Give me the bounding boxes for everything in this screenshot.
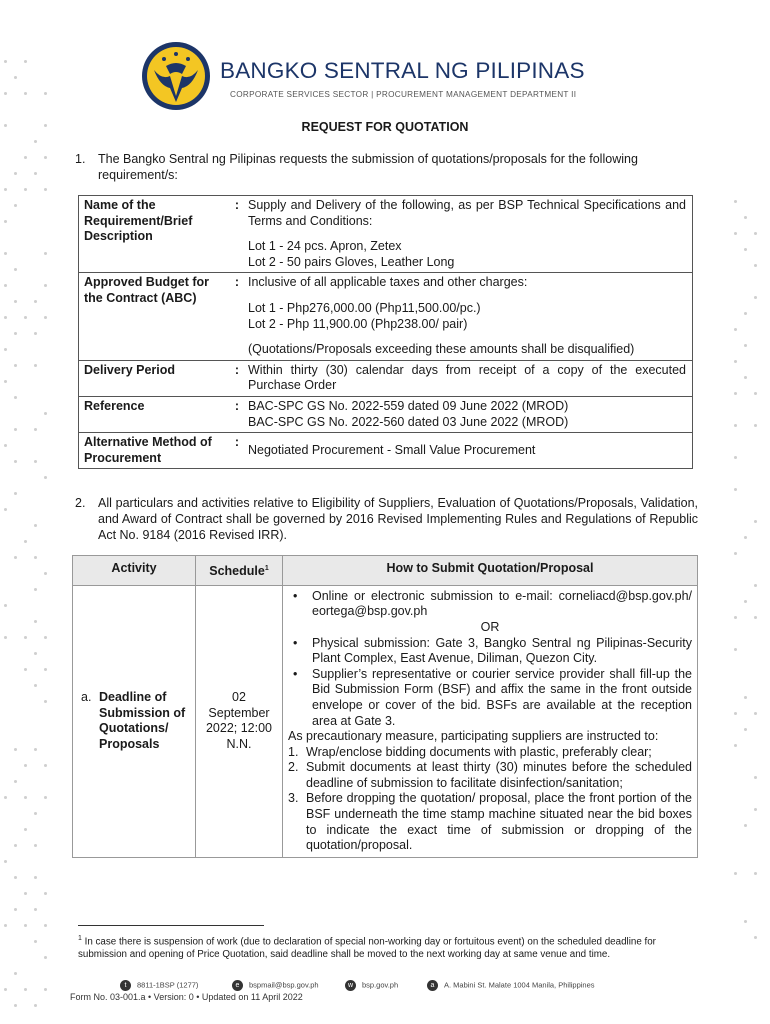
- decorative-dot: [24, 540, 27, 543]
- contact-email: e bspmail@bsp.gov.ph: [232, 980, 319, 994]
- colon: :: [230, 433, 244, 469]
- decorative-dot: [4, 796, 7, 799]
- decorative-dot: [744, 600, 747, 603]
- decorative-dot: [24, 316, 27, 319]
- colon: :: [230, 396, 244, 432]
- decorative-dot: [24, 988, 27, 991]
- phone-icon: t: [120, 980, 131, 991]
- decorative-dot: [24, 764, 27, 767]
- step-2: 2. Submit documents at least thirty (30) minutes before the scheduled deadline of submission to facilitate disinfection/sanitation;: [288, 760, 692, 790]
- activity-cell: [73, 585, 196, 857]
- requirement-lot-1: Lot 1 - 24 pcs. Apron, Zetex: [248, 239, 402, 254]
- decorative-dot: [754, 232, 757, 235]
- requirement-name-value: [244, 196, 693, 273]
- decorative-dot: [44, 572, 47, 575]
- header-schedule-label: Schedule: [209, 564, 265, 579]
- decorative-dot: [34, 620, 37, 623]
- decorative-dot: [744, 216, 747, 219]
- decorative-dot: [44, 956, 47, 959]
- decorative-dot: [4, 508, 7, 511]
- decorative-dot: [44, 700, 47, 703]
- decorative-dot: [44, 764, 47, 767]
- decorative-dot: [754, 872, 757, 875]
- how-to-submit-cell: [283, 585, 698, 857]
- decorative-dot: [14, 908, 17, 911]
- decorative-dot: [734, 744, 737, 747]
- decorative-dot: [44, 636, 47, 639]
- decorative-dot: [754, 936, 757, 939]
- footnote-text: In case there is suspension of work (due to declaration of special non-working day or fortuitous event) on the scheduled deadline for submission and opening of Price Quotation, said deadline shall be moved to the next working day at same venue and time.: [78, 936, 656, 960]
- decorative-dot: [14, 492, 17, 495]
- or-separator: OR: [480, 619, 500, 634]
- decorative-dot: [24, 892, 27, 895]
- decorative-dot: [44, 316, 47, 319]
- form-version-line: Form No. 03-001.a • Version: 0 • Updated on 11 April 2022: [70, 992, 303, 1002]
- decorative-dot: [34, 876, 37, 879]
- decorative-dot: [34, 844, 37, 847]
- decorative-dot: [24, 188, 27, 191]
- precaution-text: As precautionary measure, participating suppliers are instructed to:: [288, 729, 659, 744]
- decorative-dot: [4, 284, 7, 287]
- footnote-divider: [78, 925, 264, 926]
- decorative-dot: [14, 76, 17, 79]
- decorative-dot: [734, 488, 737, 491]
- schedule-date-time: September 2022; 12:00 N.N.: [205, 705, 273, 751]
- decorative-dot: [14, 972, 17, 975]
- decorative-dot: [44, 156, 47, 159]
- decorative-dot: [44, 92, 47, 95]
- decorative-dot: [744, 536, 747, 539]
- decorative-dot: [44, 924, 47, 927]
- decorative-dot: [24, 796, 27, 799]
- decorative-dot: [4, 348, 7, 351]
- footnote-mark: 1: [78, 935, 82, 942]
- decorative-dot: [34, 1004, 37, 1007]
- delivery-value: Within thirty (30) calendar days from receipt of a copy of the executed Purchase Order: [244, 360, 693, 396]
- decorative-dot: [754, 808, 757, 811]
- decorative-dot: [744, 248, 747, 251]
- decorative-dot: [24, 636, 27, 639]
- decorative-dot: [734, 712, 737, 715]
- bullet-online: • Online or electronic submission to e-mail: corneliacd@bsp.gov.ph/ eortega@bsp.gov.ph: [293, 588, 692, 619]
- reference-label: Reference: [79, 396, 231, 432]
- decorative-dot: [4, 316, 7, 319]
- budget-intro: Inclusive of all applicable taxes and other charges:: [248, 275, 528, 290]
- location-icon: a: [427, 980, 438, 991]
- decorative-dot: [44, 252, 47, 255]
- decorative-dot: [34, 524, 37, 527]
- schedule-cell: [196, 585, 283, 857]
- decorative-dot: [734, 424, 737, 427]
- decorative-dot: [4, 60, 7, 63]
- decorative-dot: [4, 636, 7, 639]
- decorative-dot: [14, 556, 17, 559]
- schedule-table: [72, 555, 698, 858]
- decorative-dot: [4, 988, 7, 991]
- decorative-dot: [44, 668, 47, 671]
- decorative-dot: [24, 828, 27, 831]
- requirements-table: [78, 195, 693, 469]
- decorative-dot: [34, 748, 37, 751]
- bullet-representative: • Supplier’s representative or courier service provider shall fill-up the Bid Submission Form (BSF) and affix the same in the front outside envelope or cover of the bid. BSFs are available at the reception area at Gate 3.: [293, 666, 692, 728]
- decorative-dot: [754, 264, 757, 267]
- reference-1: BAC-SPC GS No. 2022-559 dated 09 June 2022 (MROD): [248, 398, 569, 413]
- decorative-dot: [754, 712, 757, 715]
- decorative-dot: [14, 396, 17, 399]
- schedule-day: 02: [232, 690, 246, 705]
- decorative-dot: [14, 780, 17, 783]
- step-3: 3. Before dropping the quotation/ proposal, place the front portion of the BSF underneath the time stamp machine situated near the bid boxes to indicate the exact time of submission or dropping of the quotation/proposal.: [288, 791, 692, 853]
- decorative-dot-border-right: [730, 200, 770, 1020]
- decorative-dot: [744, 376, 747, 379]
- bank-name: BANGKO SENTRAL NG PILIPINAS: [220, 58, 585, 83]
- budget-label: Approved Budget for the Contract (ABC): [79, 273, 231, 360]
- method-value: Negotiated Procurement - Small Value Procurement: [244, 433, 693, 469]
- item-1-number: 1.: [75, 152, 86, 166]
- decorative-dot: [44, 988, 47, 991]
- decorative-dot: [734, 456, 737, 459]
- colon: :: [230, 196, 244, 273]
- contact-website: w bsp.gov.ph: [345, 980, 398, 994]
- decorative-dot: [4, 444, 7, 447]
- item-2-text: All particulars and activities relative to Eligibility of Suppliers, Evaluation of Quotations/Proposals, Validation, and Award of Contract shall be governed by 2016 Revised Implementing Rules and Regulations of Republic Act No. 9184 (2016 Revised IRR).: [98, 496, 698, 542]
- activity-letter: a.: [81, 690, 92, 705]
- decorative-dot: [14, 1004, 17, 1007]
- decorative-dot: [44, 188, 47, 191]
- decorative-dot: [744, 728, 747, 731]
- decorative-dot: [754, 616, 757, 619]
- colon: :: [230, 273, 244, 360]
- letterhead: [140, 40, 660, 110]
- decorative-dot: [734, 232, 737, 235]
- decorative-dot: [14, 876, 17, 879]
- footnote-ref: 1: [264, 565, 269, 572]
- decorative-dot: [14, 364, 17, 367]
- requirement-lot-2: Lot 2 - 50 pairs Gloves, Leather Long: [248, 254, 455, 269]
- header-how-to-submit: How to Submit Quotation/Proposal: [283, 556, 698, 586]
- decorative-dot: [34, 940, 37, 943]
- decorative-dot: [4, 252, 7, 255]
- decorative-dot: [14, 428, 17, 431]
- item-2-number: 2.: [75, 496, 86, 510]
- decorative-dot: [34, 332, 37, 335]
- decorative-dot: [4, 188, 7, 191]
- decorative-dot: [14, 172, 17, 175]
- item-1-text: The Bangko Sentral ng Pilipinas requests the submission of quotations/proposals for the following requirement/s:: [98, 152, 638, 182]
- department-line: CORPORATE SERVICES SECTOR | PROCUREMENT MANAGEMENT DEPARTMENT II: [230, 90, 577, 99]
- requirement-name-label: Name of the Requirement/Brief Description: [79, 196, 231, 273]
- decorative-dot: [24, 92, 27, 95]
- decorative-dot: [754, 424, 757, 427]
- reference-value: [244, 396, 693, 432]
- budget-note: (Quotations/Proposals exceeding these amounts shall be disqualified): [248, 342, 635, 357]
- budget-lot-2: Lot 2 - Php 11,900.00 (Php238.00/ pair): [248, 316, 468, 331]
- decorative-dot: [14, 332, 17, 335]
- header-activity: Activity: [73, 556, 196, 586]
- decorative-dot: [14, 844, 17, 847]
- decorative-dot: [734, 872, 737, 875]
- footnote: [78, 933, 696, 961]
- decorative-dot: [744, 312, 747, 315]
- decorative-dot: [754, 520, 757, 523]
- bsp-seal-logo: [140, 40, 212, 112]
- email-icon: e: [232, 980, 243, 991]
- decorative-dot: [14, 268, 17, 271]
- decorative-dot: [34, 364, 37, 367]
- decorative-dot: [734, 392, 737, 395]
- decorative-dot: [734, 616, 737, 619]
- decorative-dot: [34, 556, 37, 559]
- decorative-dot: [24, 156, 27, 159]
- decorative-dot: [744, 824, 747, 827]
- decorative-dot: [24, 668, 27, 671]
- decorative-dot: [34, 908, 37, 911]
- decorative-dot: [734, 552, 737, 555]
- delivery-label: Delivery Period: [79, 360, 231, 396]
- bullet-physical: • Physical submission: Gate 3, Bangko Sentral ng Pilipinas-Security Plant Complex, East Avenue, Diliman, Quezon City.: [293, 635, 692, 666]
- decorative-dot: [4, 860, 7, 863]
- decorative-dot: [44, 796, 47, 799]
- decorative-dot: [44, 892, 47, 895]
- decorative-dot: [4, 220, 7, 223]
- decorative-dot: [4, 92, 7, 95]
- decorative-dot: [754, 776, 757, 779]
- decorative-dot: [34, 684, 37, 687]
- decorative-dot: [34, 652, 37, 655]
- decorative-dot: [24, 924, 27, 927]
- activity-text: Deadline of Submission of Quotations/ Proposals: [99, 690, 186, 751]
- decorative-dot: [14, 300, 17, 303]
- decorative-dot: [734, 200, 737, 203]
- reference-2: BAC-SPC GS No. 2022-560 dated 03 June 2022 (MROD): [248, 414, 569, 429]
- decorative-dot: [34, 172, 37, 175]
- decorative-dot: [744, 696, 747, 699]
- colon: :: [230, 360, 244, 396]
- decorative-dot: [754, 392, 757, 395]
- budget-value: [244, 273, 693, 360]
- decorative-dot: [34, 300, 37, 303]
- decorative-dot: [4, 604, 7, 607]
- globe-icon: w: [345, 980, 356, 991]
- decorative-dot: [14, 460, 17, 463]
- requirement-intro: Supply and Delivery of the following, as per BSP Technical Specifications and Terms and Conditions:: [248, 198, 686, 228]
- step-1: 1. Wrap/enclose bidding documents with plastic, preferably clear;: [288, 744, 652, 759]
- decorative-dot: [754, 296, 757, 299]
- decorative-dot: [34, 588, 37, 591]
- decorative-dot: [4, 924, 7, 927]
- contact-address: a A. Mabini St. Malate 1004 Manila, Philippines: [427, 980, 595, 994]
- method-label: Alternative Method of Procurement: [79, 433, 231, 469]
- contact-phone: t 8811-1BSP (1277): [120, 980, 198, 994]
- decorative-dot: [744, 920, 747, 923]
- decorative-dot-border-left: [0, 60, 58, 1020]
- decorative-dot: [44, 284, 47, 287]
- decorative-dot: [24, 60, 27, 63]
- decorative-dot: [44, 476, 47, 479]
- decorative-dot: [34, 140, 37, 143]
- decorative-dot: [14, 204, 17, 207]
- budget-lot-1: Lot 1 - Php276,000.00 (Php11,500.00/pc.): [248, 300, 481, 315]
- document-title: REQUEST FOR QUOTATION: [301, 120, 469, 134]
- decorative-dot: [34, 460, 37, 463]
- decorative-dot: [34, 812, 37, 815]
- decorative-dot: [14, 748, 17, 751]
- decorative-dot: [44, 412, 47, 415]
- decorative-dot: [734, 648, 737, 651]
- decorative-dot: [734, 328, 737, 331]
- decorative-dot: [4, 380, 7, 383]
- header-schedule: [196, 556, 283, 586]
- decorative-dot: [34, 428, 37, 431]
- decorative-dot: [734, 360, 737, 363]
- decorative-dot: [744, 344, 747, 347]
- decorative-dot: [754, 584, 757, 587]
